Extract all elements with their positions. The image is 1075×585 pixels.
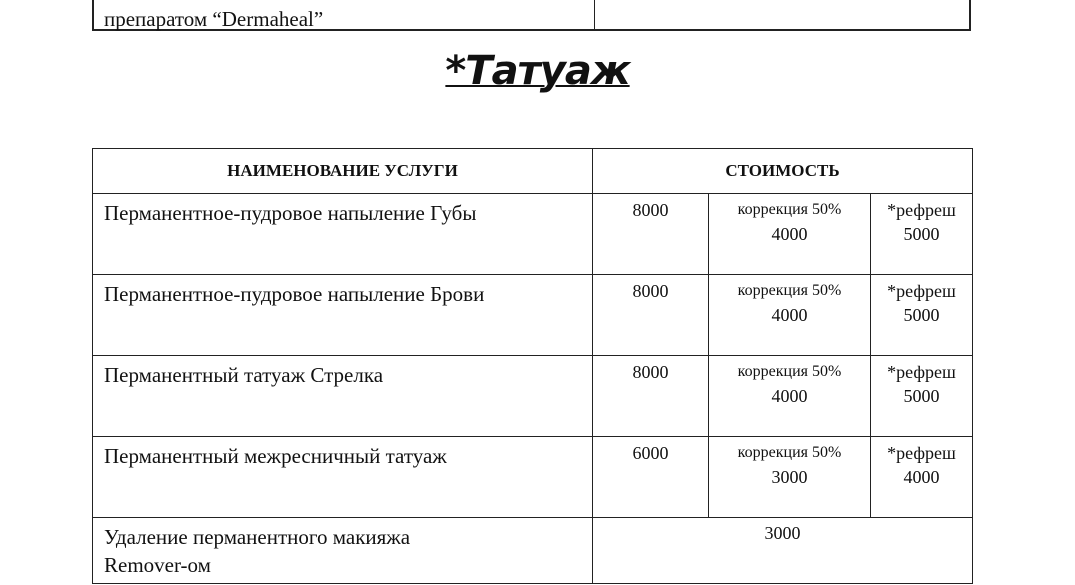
service-name: Перманентный межресничный татуаж [93, 437, 593, 518]
section-heading: *Татуаж [445, 48, 630, 94]
refresh-price: 4000 [903, 467, 940, 487]
removal-service-line1: Удаление перманентного макияжа [104, 525, 411, 549]
price-table [92, 148, 973, 584]
correction-cell [709, 356, 871, 437]
correction-label: коррекция 50% [737, 363, 842, 380]
correction-cell [709, 194, 871, 275]
refresh-label: *рефреш [887, 200, 956, 220]
refresh-label: *рефреш [887, 281, 956, 301]
refresh-label: *рефреш [887, 362, 956, 382]
service-name: Перманентный татуаж Стрелка [93, 356, 593, 437]
removal-service [93, 518, 593, 584]
correction-price: 3000 [771, 467, 808, 487]
table-row [93, 194, 973, 275]
refresh-price: 5000 [903, 305, 940, 325]
correction-label: коррекция 50% [737, 444, 842, 461]
table-row-removal [93, 518, 973, 584]
correction-label: коррекция 50% [737, 201, 842, 218]
service-name: Перманентное-пудровое напыление Брови [93, 275, 593, 356]
table-row [93, 356, 973, 437]
refresh-cell [871, 437, 973, 518]
correction-cell [709, 275, 871, 356]
removal-service-line2: Remover-ом [104, 553, 211, 577]
previous-table-divider [594, 0, 595, 29]
previous-table-fragment [92, 0, 971, 31]
service-price: 6000 [593, 437, 709, 518]
correction-price: 4000 [771, 305, 808, 325]
refresh-cell [871, 194, 973, 275]
refresh-price: 5000 [903, 386, 940, 406]
removal-price: 3000 [593, 518, 973, 584]
service-price: 8000 [593, 356, 709, 437]
service-price: 8000 [593, 194, 709, 275]
correction-cell [709, 437, 871, 518]
header-price: СТОИМОСТЬ [593, 149, 973, 194]
table-header-row [93, 149, 973, 194]
refresh-price: 5000 [903, 224, 940, 244]
correction-label: коррекция 50% [737, 282, 842, 299]
service-price: 8000 [593, 275, 709, 356]
header-service: НАИМЕНОВАНИЕ УСЛУГИ [93, 149, 593, 194]
refresh-cell [871, 275, 973, 356]
service-name: Перманентное-пудровое напыление Губы [93, 194, 593, 275]
table-row [93, 437, 973, 518]
table-row [93, 275, 973, 356]
refresh-label: *рефреш [887, 443, 956, 463]
refresh-cell [871, 356, 973, 437]
correction-price: 4000 [771, 386, 808, 406]
previous-table-cell-text: препаратом “Dermaheal” [104, 7, 324, 31]
correction-price: 4000 [771, 224, 808, 244]
